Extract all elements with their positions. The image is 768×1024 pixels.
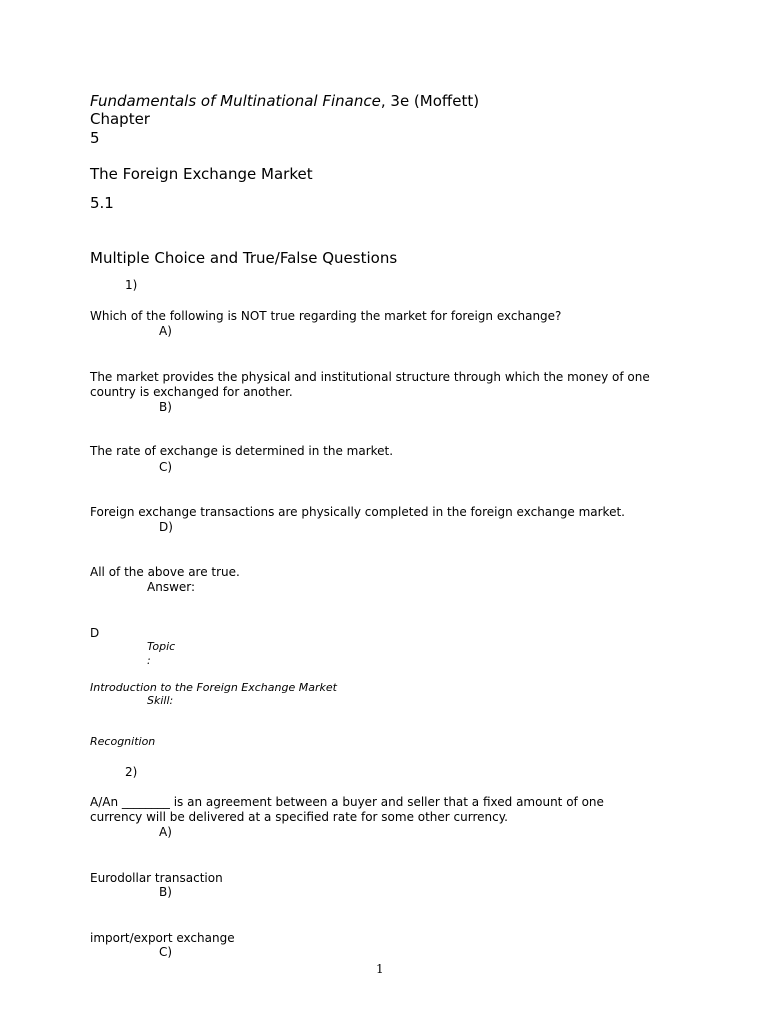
- edition-author: , 3e (Moffett): [380, 92, 480, 110]
- option-text: Eurodollar transaction: [90, 871, 223, 885]
- book-title: Fundamentals of Multinational Finance: [90, 92, 381, 110]
- option-text: The market provides the physical and institutional structure through which the money of one: [90, 370, 650, 384]
- option-text: import/export exchange: [90, 931, 235, 945]
- topic-label: Topic: [147, 640, 176, 653]
- section-number: 5.1: [90, 194, 114, 212]
- question-number: 2): [125, 765, 138, 779]
- option-label: A): [159, 825, 172, 839]
- option-label: D): [159, 520, 173, 534]
- chapter-label: Chapter: [90, 110, 150, 128]
- section-title: Multiple Choice and True/False Questions: [90, 249, 398, 267]
- question-text: A/An ________ is an agreement between a buyer and seller that a fixed amount of one: [90, 795, 604, 809]
- option-label: B): [159, 400, 172, 414]
- skill-value: Recognition: [90, 735, 156, 748]
- option-text: All of the above are true.: [90, 565, 240, 579]
- option-label: A): [159, 324, 172, 338]
- option-label: B): [159, 885, 172, 899]
- page-number: 1: [376, 962, 384, 976]
- skill-label: Skill:: [147, 694, 174, 707]
- answer-value: D: [90, 626, 100, 640]
- option-text: Foreign exchange transactions are physically completed in the foreign exchange market.: [90, 505, 625, 519]
- chapter-title: The Foreign Exchange Market: [90, 165, 313, 183]
- question-text: Which of the following is NOT true regarding the market for foreign exchange?: [90, 309, 562, 323]
- answer-label: Answer:: [147, 580, 196, 594]
- option-text: The rate of exchange is determined in the market.: [90, 444, 394, 458]
- topic-value: Introduction to the Foreign Exchange Market: [90, 681, 337, 694]
- question-text: currency will be delivered at a specified rate for some other currency.: [90, 810, 508, 824]
- question-number: 1): [125, 278, 138, 292]
- book-title-line: [90, 93, 479, 110]
- option-label: C): [159, 460, 173, 474]
- option-label: C): [159, 945, 173, 959]
- chapter-number: 5: [90, 129, 100, 147]
- topic-label-colon: :: [147, 654, 151, 667]
- option-text: country is exchanged for another.: [90, 385, 293, 399]
